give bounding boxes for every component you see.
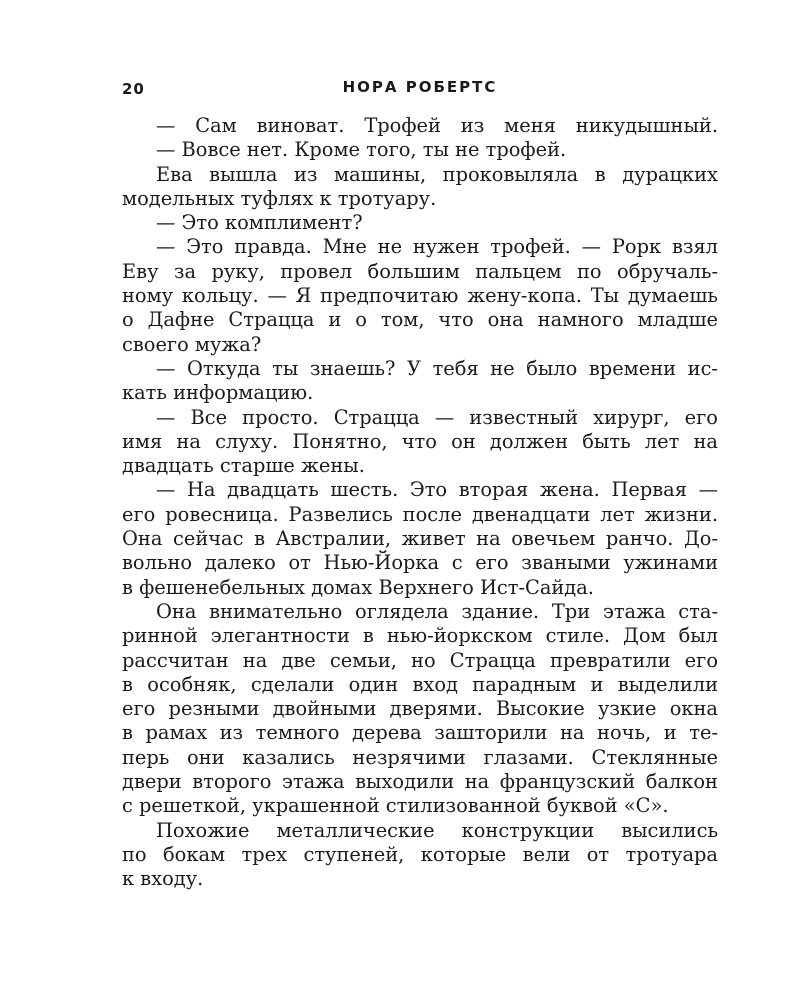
- text-line: его резными двойными дверями. Высокие узкие окна: [122, 697, 718, 721]
- text-line: — На двадцать шесть. Это вторая жена. Первая —: [156, 478, 718, 502]
- text-line: — Вовсе нет. Кроме того, ты не трофей.: [156, 138, 567, 162]
- page-number: 20: [122, 80, 145, 98]
- text-line: его ровесница. Развелись после двенадцати лет жизни.: [122, 502, 718, 526]
- text-line: вольно далеко от Нью-Йорка с его зваными ужинами: [122, 551, 718, 575]
- running-head: [122, 78, 718, 100]
- text-line: двери второго этажа выходили на французский балкон: [122, 770, 718, 794]
- text-line: рассчитан на две семьи, но Страцца превратили его: [122, 648, 718, 672]
- text-line: Ева вышла из машины, проковыляла в дурацких: [156, 162, 718, 186]
- text-line: — Сам виноват. Трофей из меня никудышный.: [156, 114, 718, 137]
- text-line: к входу.: [122, 867, 204, 891]
- text-line: Еву за руку, провел большим пальцем по обручаль-: [122, 259, 718, 283]
- author-header: НОРА РОБЕРТС: [342, 78, 498, 96]
- text-line: Похожие металлические конструкции высились: [156, 818, 718, 842]
- text-line: перь они казались незрячими глазами. Стеклянные: [122, 745, 718, 769]
- text-line: кать информацию.: [122, 381, 314, 405]
- text-line: модельных туфлях к тротуару.: [122, 186, 437, 210]
- text-line: двадцать старше жены.: [122, 454, 365, 478]
- text-line: — Откуда ты знаешь? У тебя не было времени ис-: [156, 356, 718, 380]
- body-text: [122, 114, 718, 892]
- text-line: — Все просто. Страцца — известный хирург, его: [156, 405, 718, 429]
- text-line: ному кольцу. — Я предпочитаю жену-копа. Ты думаешь: [122, 284, 718, 308]
- text-line: — Это правда. Мне не нужен трофей. — Рорк взял: [156, 235, 718, 259]
- text-line: своего мужа?: [122, 332, 262, 356]
- text-line: в особняк, сделали один вход парадным и выделили: [122, 672, 718, 696]
- text-line: в рамах из темного дерева зашторили на ночь, и те-: [122, 721, 718, 745]
- text-line: ринной элегантности в нью-йоркском стиле. Дом был: [122, 624, 718, 648]
- text-line: с решеткой, украшенной стилизованной буквой «С».: [122, 794, 669, 818]
- text-line: имя на слуху. Понятно, что он должен быть лет на: [122, 429, 718, 453]
- text-line: о Дафне Страцца и о том, что она намного младше: [122, 308, 718, 332]
- text-line: в фешенебельных домах Верхнего Ист-Сайда.: [122, 575, 594, 599]
- text-line: Она внимательно оглядела здание. Три этажа ста-: [156, 599, 718, 623]
- text-line: Она сейчас в Австралии, живет на овечьем ранчо. До-: [122, 527, 718, 551]
- text-line: по бокам трех ступеней, которые вели от тротуара: [122, 842, 718, 866]
- text-line: — Это комплимент?: [156, 211, 363, 235]
